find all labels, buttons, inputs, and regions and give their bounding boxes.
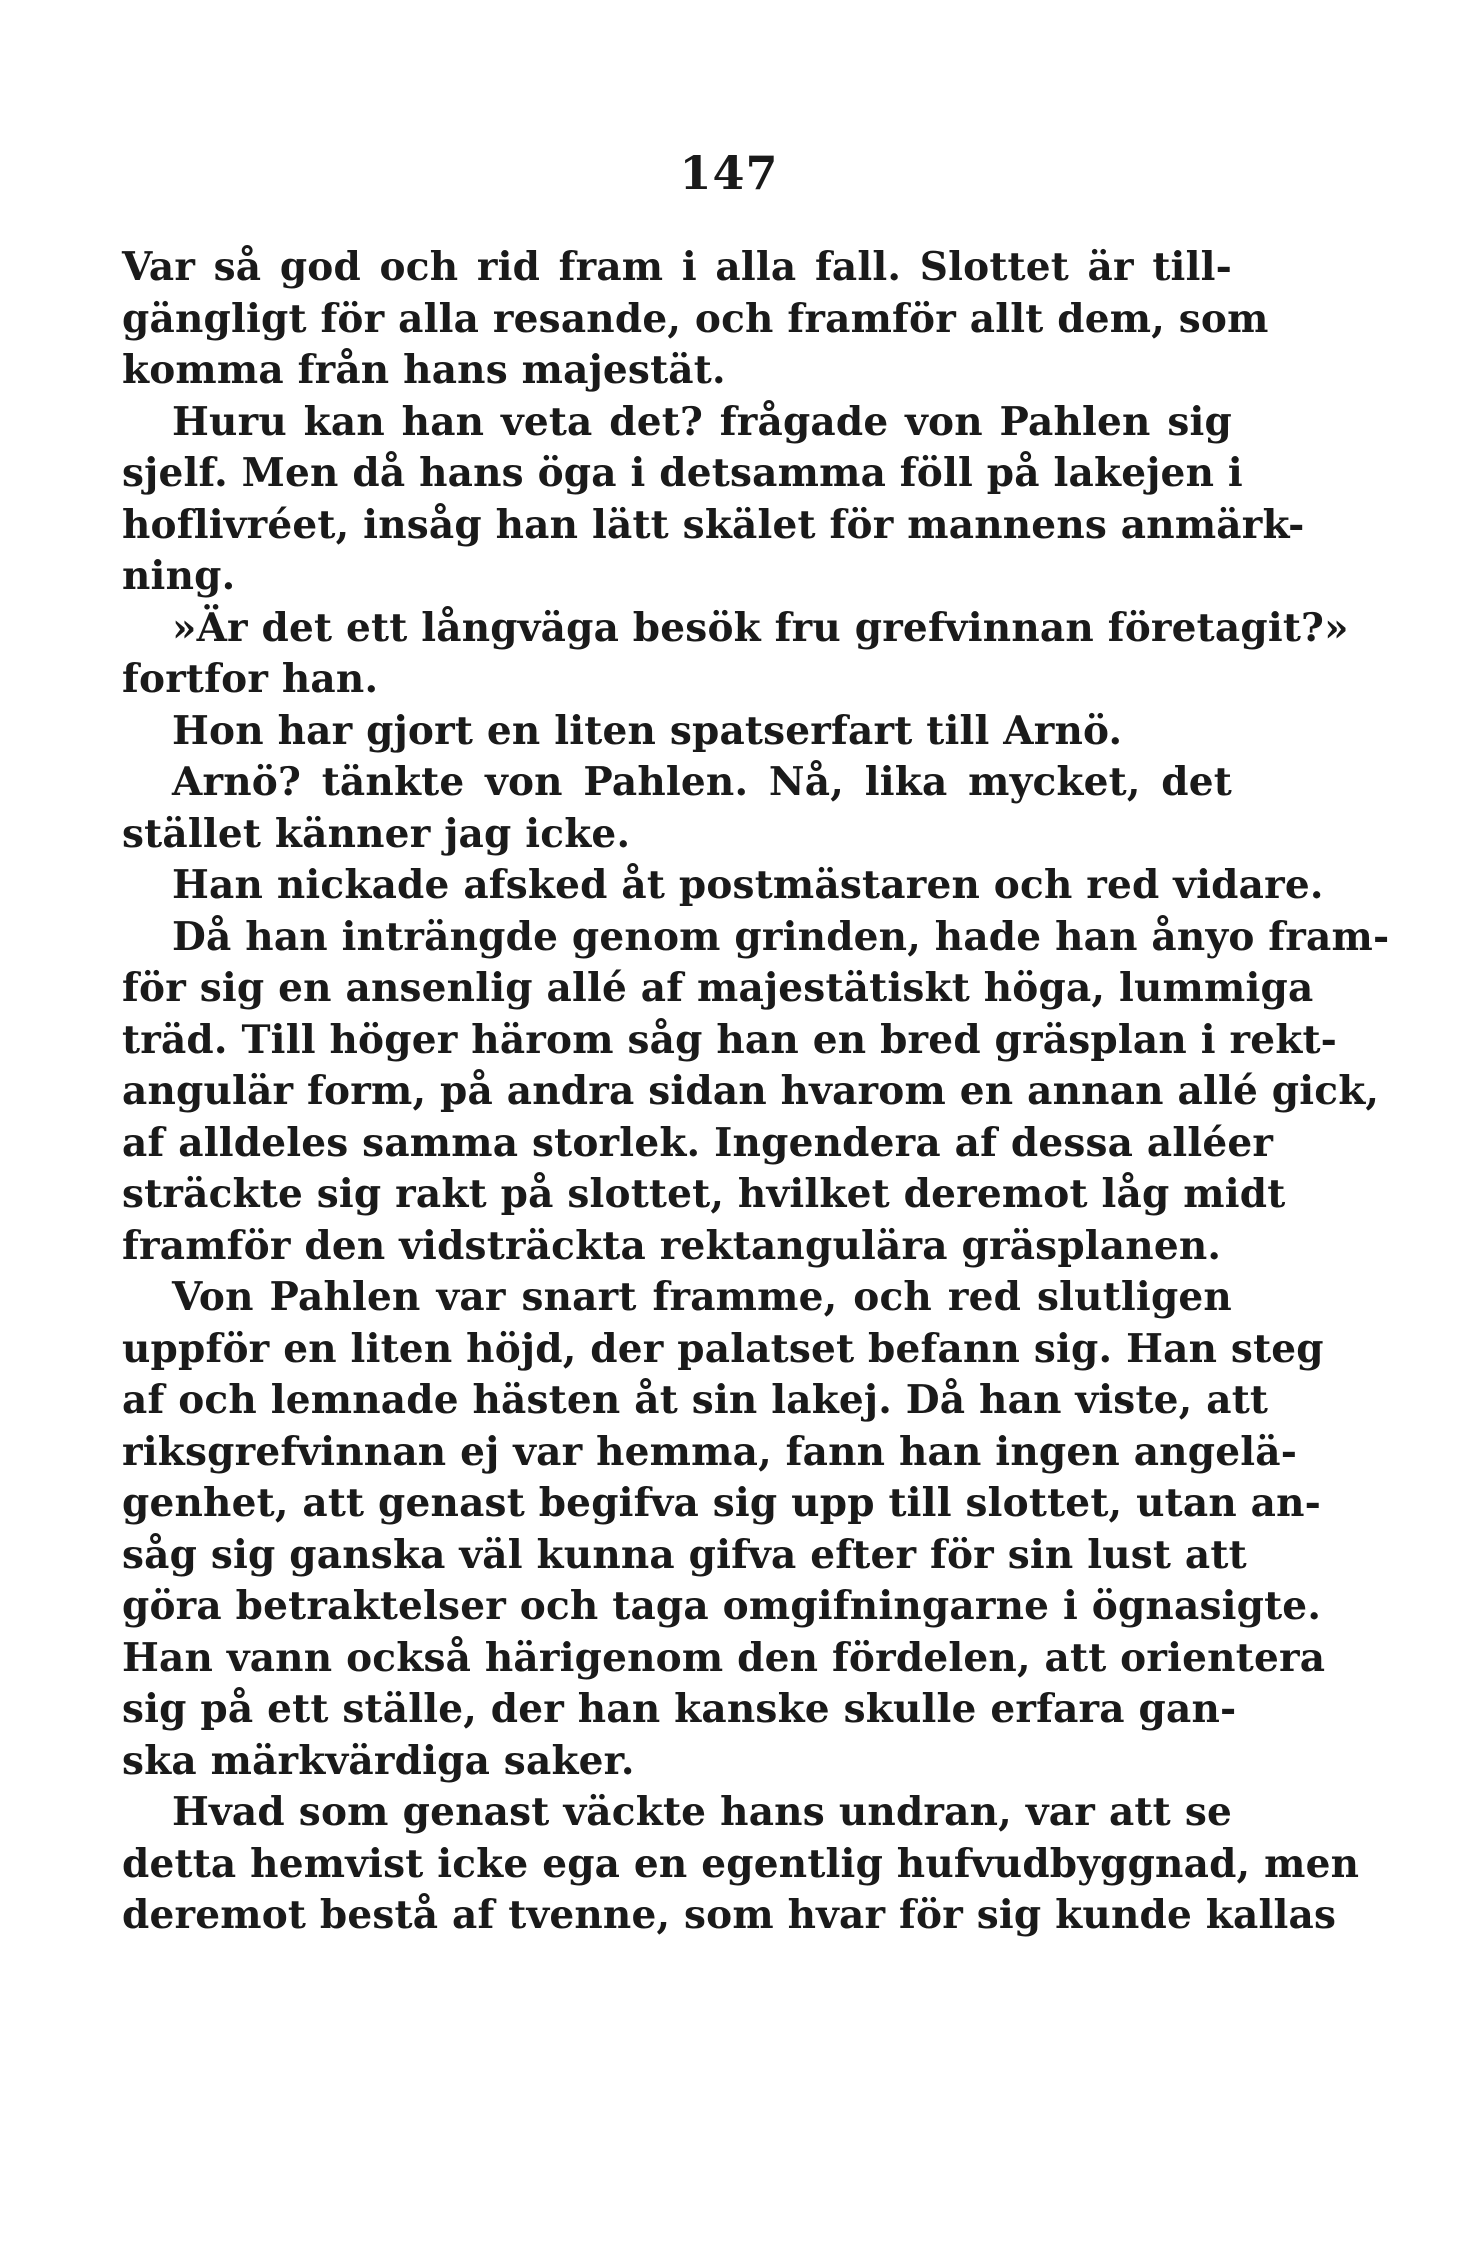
text-line: Han nickade afsked åt postmästaren och red vidare.: [172, 862, 1324, 908]
text-line: genhet, att genast begifva sig upp till slottet, utan an-: [122, 1480, 1322, 1526]
text-line: uppför en liten höjd, der palatset befann sig. Han steg: [122, 1325, 1324, 1372]
text-line: fortfor han.: [122, 656, 379, 702]
page-number: 147: [679, 146, 779, 200]
text-line: deremot bestå af tvenne, som hvar för sig kunde kallas: [122, 1892, 1337, 1938]
text-line: såg sig ganska väl kunna gifva efter för sin lust att: [122, 1531, 1247, 1578]
text-line: sig på ett ställe, der han kanske skulle erfara gan-: [122, 1686, 1237, 1732]
text-line: Han vann också härigenom den fördelen, att orientera: [122, 1634, 1326, 1681]
text-line: gängligt för alla resande, och framför allt dem, som: [122, 295, 1269, 342]
text-line: Arnö? tänkte von Pahlen. Nå, lika mycket, det: [172, 759, 1232, 805]
text-line: träd. Till höger härom såg han en bred gräsplan i rekt-: [122, 1016, 1338, 1063]
text-line: Von Pahlen var snart framme, och red slutligen: [172, 1274, 1232, 1320]
text-line: »Är det ett långväga besök fru grefvinnan företagit?»: [172, 604, 1349, 651]
text-line: komma från hans majestät.: [122, 347, 726, 393]
text-line: Hvad som genast väckte hans undran, var att se: [172, 1789, 1232, 1835]
text-line: ska märkvärdiga saker.: [122, 1737, 635, 1784]
text-line: Var så god och rid fram i alla fall. Slottet är till-: [122, 244, 1232, 290]
text-line: sjelf. Men då hans öga i detsamma föll på lakejen i: [122, 450, 1243, 496]
text-line: riksgrefvinnan ej var hemma, fann han ingen angelä-: [122, 1428, 1298, 1475]
text-line: hoflivréet, insåg han lätt skälet för mannens anmärk-: [122, 501, 1305, 548]
text-line: Hon har gjort en liten spatserfart till Arnö.: [172, 707, 1123, 754]
text-line: Huru kan han veta det? frågade von Pahlen sig: [172, 398, 1232, 445]
text-line: af och lemnade hästen åt sin lakej. Då han viste, att: [122, 1377, 1269, 1423]
text-line: ning.: [122, 553, 236, 599]
text-line: för sig en ansenlig allé af majestätiskt höga, lummiga: [122, 965, 1314, 1011]
text-line: af alldeles samma storlek. Ingendera af dessa alléer: [122, 1119, 1274, 1166]
text-line: framför den vidsträckta rektangulära gräsplanen.: [122, 1222, 1222, 1269]
text-line: göra betraktelser och taga omgifningarne i ögnasigte.: [122, 1583, 1322, 1629]
text-line: detta hemvist icke ega en egentlig hufvudbyggnad, men: [122, 1840, 1360, 1887]
text-line: Då han inträngde genom grinden, hade han ånyo fram-: [172, 913, 1390, 960]
body-text: [122, 242, 1390, 1942]
text-line: stället känner jag icke.: [122, 810, 631, 857]
text-line: sträckte sig rakt på slottet, hvilket deremot låg midt: [122, 1171, 1286, 1217]
text-line: angulär form, på andra sidan hvarom en annan allé gick,: [122, 1068, 1380, 1114]
